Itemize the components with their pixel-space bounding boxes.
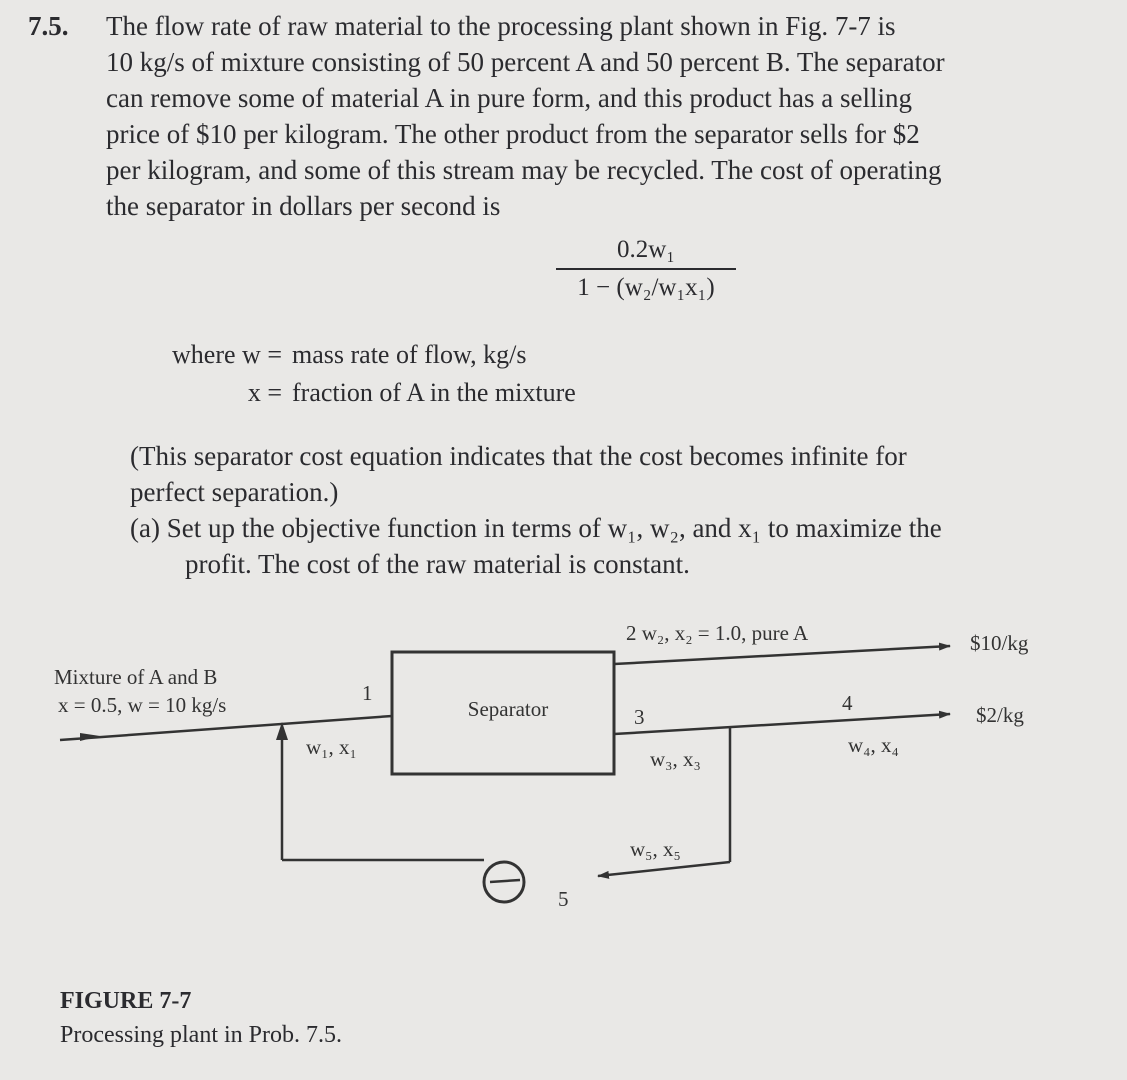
stream-1-number: 1 [362,681,373,705]
feed-label-line-2: x = 0.5, w = 10 kg/s [58,693,227,717]
formula-numerator: 0.2w₁ [616,236,676,263]
price-pure-a: $10/kg [970,631,1029,655]
problem-line: the separator in dollars per second is [106,191,501,221]
problem-line: per kilogram, and some of this stream may be recycled. The cost of operating [106,155,942,185]
figure-caption-text: Processing plant in Prob. 7.5. [60,1022,342,1048]
problem-line: can remove some of material A in pure form, and this product has a selling [106,83,913,113]
stream-3-variables: w₃, x₃ [650,747,701,771]
definition-label: x = [247,378,282,407]
problem-line: The flow rate of raw material to the processing plant shown in Fig. 7-7 is [106,11,896,41]
separator-label: Separator [467,697,549,721]
feed-label-line-1: Mixture of A and B [54,665,218,689]
stream-2-label: 2 w₂, x₂ = 1.0, pure A [626,621,809,645]
note-line: profit. The cost of the raw material is constant. [185,549,690,579]
stream-1-variables: w₁, x₁ [306,735,357,759]
stream-5-line [598,862,730,876]
figure-title: FIGURE 7-7 [60,988,192,1014]
note-line: (This separator cost equation indicates that the cost becomes infinite for [130,441,907,471]
definition-text: mass rate of flow, kg/s [292,340,527,369]
problem-number: 7.5. [28,11,69,41]
stream-3-number: 3 [634,705,645,729]
definition-text: fraction of A in the mixture [292,378,576,407]
stream-2-line [614,646,950,664]
formula-denominator: 1 − (w₂/w₁x₁) [577,274,715,301]
definition-label: where w = [172,340,282,369]
problem-line: 10 kg/s of mixture consisting of 50 percent A and 50 percent B. The separator [106,47,945,77]
price-other-product: $2/kg [976,703,1024,727]
stream-4-line [614,714,950,734]
stream-4-number: 4 [842,691,853,715]
pump-impeller [490,880,520,882]
problem-line: price of $10 per kilogram. The other product from the separator sells for $2 [106,119,920,149]
figure-caption [60,984,342,1052]
note-line: perfect separation.) [130,477,339,507]
stream-4-variables: w₄, x₄ [848,733,899,757]
pump-number: 5 [558,887,569,911]
note-line: (a) Set up the objective function in terms of w₁, w₂, and x₁ to maximize the [130,513,942,543]
stream-5-variables: w₅, x₅ [630,837,681,861]
